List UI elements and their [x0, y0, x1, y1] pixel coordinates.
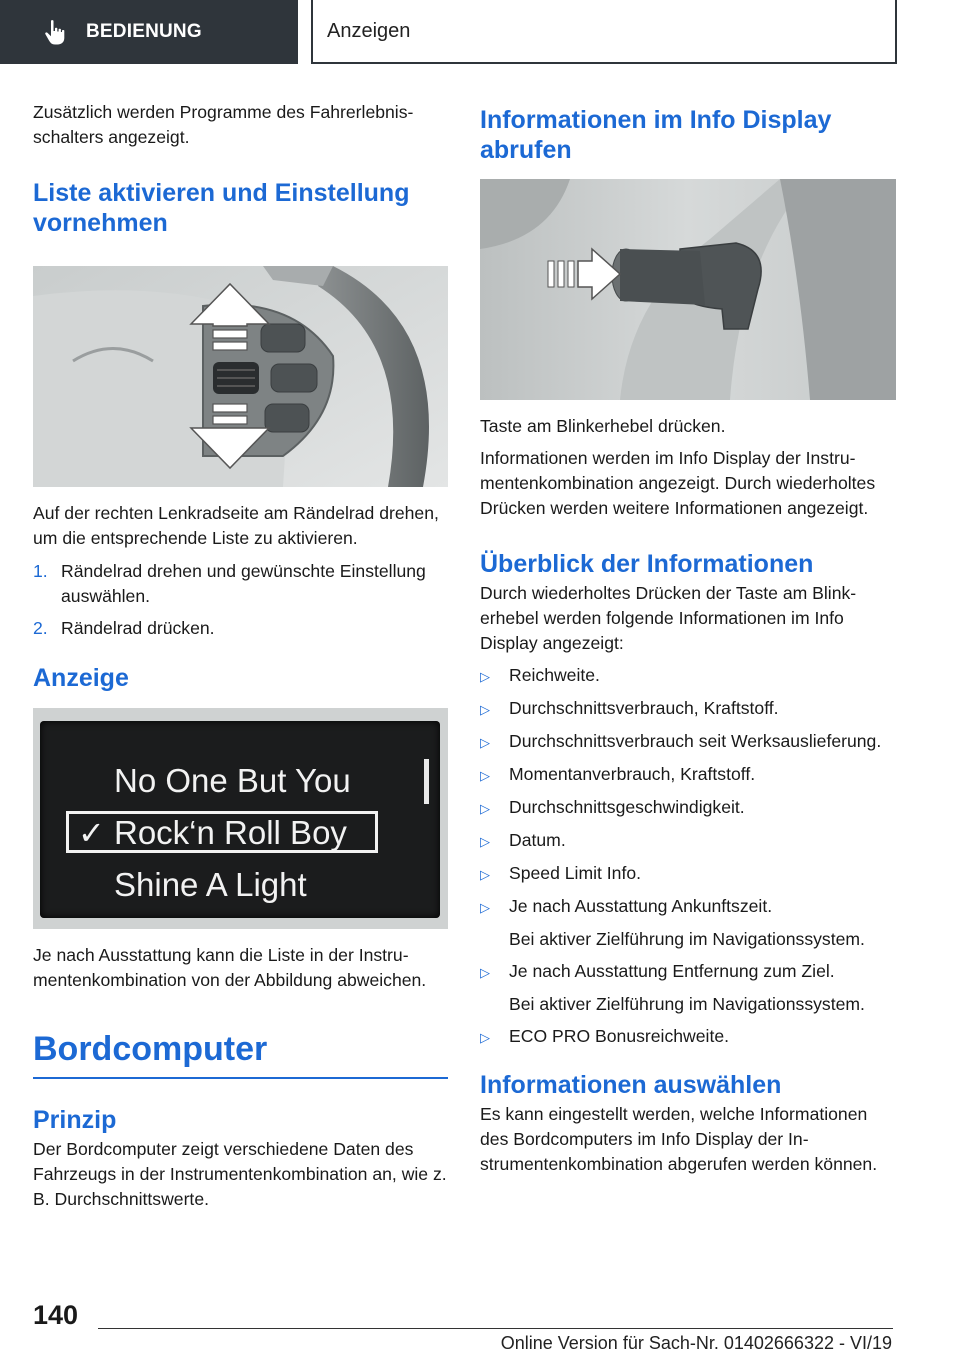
- heading-liste-aktivieren: Liste aktivieren und Einstellung vornehmen: [33, 179, 410, 237]
- prinzip-text: Der Bordcomputer zeigt verschiedene Daten des Fahrzeugs in der Instrumentenkombination an, wie z. B. Durchschnittswerte.: [33, 1139, 447, 1209]
- heading-auswaehlen: Informationen auswählen: [480, 1071, 782, 1099]
- footer-version: Online Version für Sach-Nr. 01402666322 - VI/19: [500, 1333, 892, 1353]
- section-tab: [0, 0, 298, 64]
- hand-pointer-icon: [44, 19, 66, 45]
- auswaehlen-text: Es kann eingestellt werden, welche Informationen des Bordcomputers im Info Display der Instrumentenkombination abgerufen werden können.: [480, 1104, 878, 1174]
- list-item-subtext: Bei aktiver Zielführung im Navigationssystem.: [509, 929, 865, 949]
- display-item-selected: Rock‘n Roll Boy: [114, 814, 347, 851]
- bullet-triangle-icon: ▷: [480, 768, 490, 783]
- bullet-triangle-icon: ▷: [480, 965, 490, 980]
- steering-caption: Auf der rechten Lenkradseite am Rändelrad drehen, um die entsprechende Liste zu aktivieren.: [33, 503, 439, 548]
- list-item-text: Je nach Ausstattung Ankunftszeit.: [509, 896, 773, 916]
- steering-wheel-illustration: [33, 266, 448, 487]
- heading-info-display: Informationen im Info Display abrufen: [480, 106, 832, 164]
- list-item-text: Durchschnittsverbrauch, Kraftstoff.: [509, 698, 779, 718]
- display-item: Shine A Light: [114, 866, 307, 903]
- bullet-triangle-icon: ▷: [480, 900, 490, 915]
- step-text: Rändelrad drücken.: [61, 618, 215, 638]
- display-scrollbar: [424, 759, 429, 804]
- list-item-text: Momentanverbrauch, Kraftstoff.: [509, 764, 756, 784]
- steering-wheel-figure: [33, 266, 448, 487]
- list-item: [480, 861, 896, 887]
- list-item-text: Durchschnittsgeschwindigkeit.: [509, 797, 745, 817]
- step-number: 2.: [33, 618, 48, 638]
- list-item: [480, 729, 896, 755]
- footer-rule: [98, 1328, 893, 1329]
- lever-illustration: [480, 179, 896, 400]
- bullet-triangle-icon: ▷: [480, 801, 490, 816]
- heading-ueberblick: Überblick der Informationen: [480, 550, 814, 578]
- heading-prinzip: Prinzip: [33, 1106, 117, 1134]
- step-number: 1.: [33, 561, 48, 581]
- checkmark-icon: ✓: [78, 815, 105, 851]
- list-item-text: Datum.: [509, 830, 566, 850]
- step-item: [33, 559, 448, 609]
- intro-text: Zusätzlich werden Programme des Fahrerlebnisschalters angezeigt.: [33, 102, 414, 147]
- step-text: Rändelrad drehen und gewünschte Einstellung auswählen.: [61, 561, 426, 606]
- page-number: 140: [33, 1300, 79, 1330]
- list-item: [480, 696, 896, 722]
- steps-list: [33, 559, 448, 641]
- list-item-text: Reichweite.: [509, 665, 600, 685]
- list-item: [480, 894, 896, 920]
- display-caption: Je nach Ausstattung kann die Liste in der Instrumentenkombination von der Abbildung abweichen.: [33, 945, 427, 990]
- chapter-tab: [311, 0, 897, 64]
- chapter-title: Anzeigen: [327, 19, 411, 42]
- info-text: Informationen werden im Info Display der Instrumentenkombination angezeigt. Durch wiederholtes Drücken werden weitere Informationen angezeigt.: [480, 448, 876, 518]
- list-item: [480, 1024, 896, 1050]
- bullet-triangle-icon: ▷: [480, 702, 490, 717]
- list-item-text: ECO PRO Bonusreichweite.: [509, 1026, 730, 1046]
- heading-rule: [33, 1077, 448, 1079]
- info-list: [480, 663, 896, 1050]
- list-item-text: Durchschnittsverbrauch seit Werksauslieferung.: [509, 731, 882, 751]
- bullet-triangle-icon: ▷: [480, 1030, 490, 1045]
- ueberblick-text: Durch wiederholtes Drücken der Taste am Blinkerhebel werden folgende Informationen im Info Display angezeigt:: [480, 583, 857, 653]
- heading-anzeige: Anzeige: [33, 664, 129, 692]
- list-item-subtext: Bei aktiver Zielführung im Navigationssystem.: [509, 994, 865, 1014]
- section-label: BEDIENUNG: [86, 21, 202, 42]
- bullet-triangle-icon: ▷: [480, 867, 490, 882]
- heading-bordcomputer: Bordcomputer: [33, 1030, 268, 1068]
- lever-figure: [480, 179, 896, 400]
- bullet-triangle-icon: ▷: [480, 669, 490, 684]
- display-item: No One But You: [114, 762, 351, 799]
- list-item: [480, 959, 896, 985]
- left-column: [33, 100, 448, 1212]
- list-item: [480, 795, 896, 821]
- list-item: [480, 762, 896, 788]
- display-figure: [33, 708, 448, 929]
- list-item: [480, 828, 896, 854]
- right-column: [480, 100, 896, 1177]
- list-item: [480, 663, 896, 689]
- bullet-triangle-icon: ▷: [480, 834, 490, 849]
- display-screen: [40, 721, 440, 918]
- taste-text: Taste am Blinkerhebel drücken.: [480, 416, 726, 436]
- list-item-text: Speed Limit Info.: [509, 863, 642, 883]
- step-item: [33, 616, 448, 641]
- bullet-triangle-icon: ▷: [480, 735, 490, 750]
- list-item-text: Je nach Ausstattung Entfernung zum Ziel.: [509, 961, 835, 981]
